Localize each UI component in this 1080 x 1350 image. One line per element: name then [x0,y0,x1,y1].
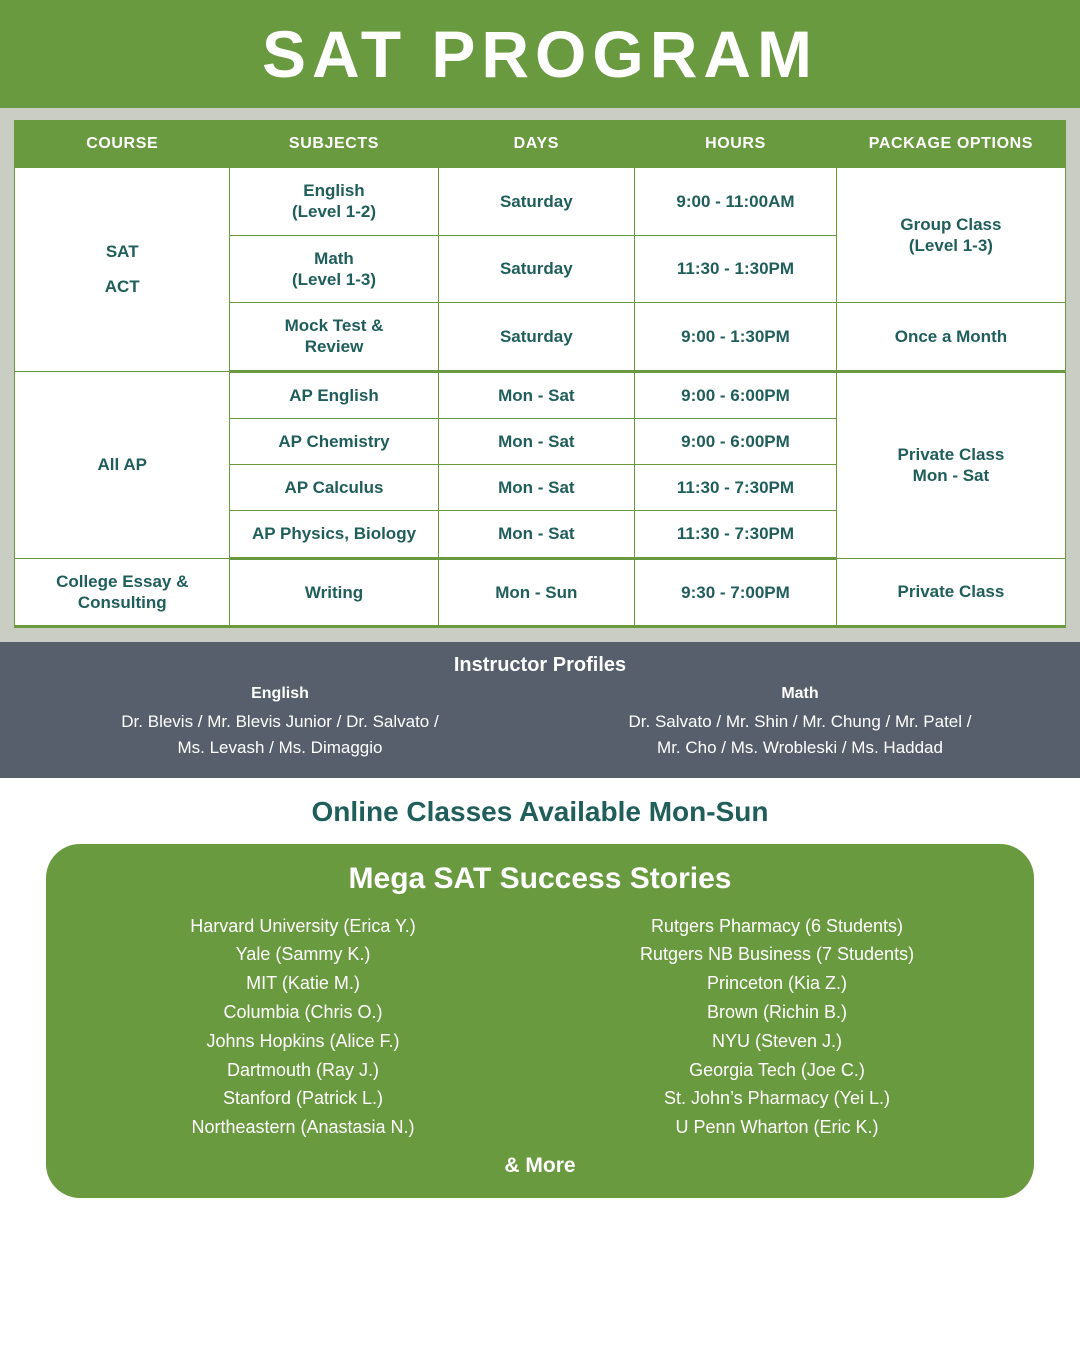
table-row [15,558,1066,627]
column-header-hours: HOURS [635,121,837,168]
cell-hours: 11:30 - 7:30PM [635,511,837,558]
success-story-item: NYU (Steven J.) [711,1030,843,1051]
success-stories-panel [46,844,1034,1198]
cell-course: All AP [15,371,230,558]
cell-days: Mon - Sat [438,465,635,511]
cell-hours: 9:00 - 11:00AM [635,168,837,236]
table-row [15,371,1066,418]
success-story-item: Johns Hopkins (Alice F.) [206,1030,400,1051]
cell-course: SAT ACT [15,168,230,372]
cell-package-option: Once a Month [836,303,1065,372]
success-story-item: Princeton (Kia Z.) [706,973,848,994]
instructor-subject-label: English [251,685,309,702]
cell-subject: Mock Test & Review [230,303,438,372]
instructor-profiles-title: Instructor Profiles [453,654,627,676]
cell-subject: AP Calculus [230,465,438,511]
success-story-item: Rutgers NB Business (7 Students) [639,944,915,965]
cell-hours: 9:00 - 6:00PM [635,418,837,464]
cell-subject: AP Chemistry [230,418,438,464]
success-story-item: Stanford (Patrick L.) [222,1088,384,1109]
column-header-subjects: SUBJECTS [230,121,438,168]
cell-days: Mon - Sun [438,558,635,627]
cell-subject: English (Level 1-2) [230,168,438,236]
success-story-item: Brown (Richin B.) [706,1002,848,1023]
cell-package-option: Private Class [836,558,1065,627]
cell-package-option: Group Class (Level 1-3) [836,168,1065,303]
cell-hours: 11:30 - 7:30PM [635,465,837,511]
cell-days: Saturday [438,168,635,236]
cell-hours: 9:00 - 1:30PM [635,303,837,372]
success-story-item: Northeastern (Anastasia N.) [191,1117,415,1138]
success-story-item: Dartmouth (Ray J.) [226,1059,380,1080]
table-header-row [15,121,1066,168]
cell-hours: 9:30 - 7:00PM [635,558,837,627]
schedule-table-container [0,108,1080,642]
cell-subject: Writing [230,558,438,627]
page-title: SAT PROGRAM [261,17,819,91]
column-header-course: COURSE [15,121,230,168]
success-story-item: Georgia Tech (Joe C.) [689,1059,865,1080]
instructor-subject-label: Math [781,685,819,702]
page-header [0,0,1080,108]
cell-subject: AP Physics, Biology [230,511,438,558]
success-story-item: Columbia (Chris O.) [223,1002,383,1023]
cell-hours: 11:30 - 1:30PM [635,235,837,303]
instructor-names-math: Dr. Salvato / Mr. Shin / Mr. Chung / Mr. Patel / Mr. Cho / Ms. Wrobleski / Ms. Haddad [628,712,972,758]
cell-days: Mon - Sat [438,511,635,558]
instructor-column-english [20,685,540,762]
success-story-item: Yale (Sammy K.) [235,944,371,965]
cell-subject: AP English [230,371,438,418]
cell-subject: Math (Level 1-3) [230,235,438,303]
cell-package-option: Private Class Mon - Sat [836,371,1065,558]
success-stories-title: Mega SAT Success Stories [348,861,732,895]
cell-days: Saturday [438,303,635,372]
success-story-item: U Penn Wharton (Eric K.) [675,1117,879,1138]
cell-days: Mon - Sat [438,418,635,464]
schedule-table [14,120,1066,628]
cell-hours: 9:00 - 6:00PM [635,371,837,418]
instructor-profiles-section [0,642,1080,778]
success-story-item: Rutgers Pharmacy (6 Students) [650,915,904,936]
cell-days: Mon - Sat [438,371,635,418]
table-row [15,168,1066,236]
cell-days: Saturday [438,235,635,303]
cell-course: College Essay & Consulting [15,558,230,627]
column-header-days: DAYS [438,121,635,168]
success-story-item: MIT (Katie M.) [246,973,360,994]
success-story-item: Harvard University (Erica Y.) [190,915,416,936]
success-stories-right-column [540,912,1014,1142]
success-story-item: St. John’s Pharmacy (Yei L.) [663,1088,891,1109]
instructor-names-english: Dr. Blevis / Mr. Blevis Junior / Dr. Salvato / Ms. Levash / Ms. Dimaggio [121,712,439,758]
success-stories-more: & More [504,1154,576,1178]
instructor-column-math [540,685,1060,762]
success-stories-left-column [66,912,540,1142]
online-classes-note: Online Classes Available Mon-Sun [311,795,769,827]
column-header-package-options: PACKAGE OPTIONS [836,121,1065,168]
